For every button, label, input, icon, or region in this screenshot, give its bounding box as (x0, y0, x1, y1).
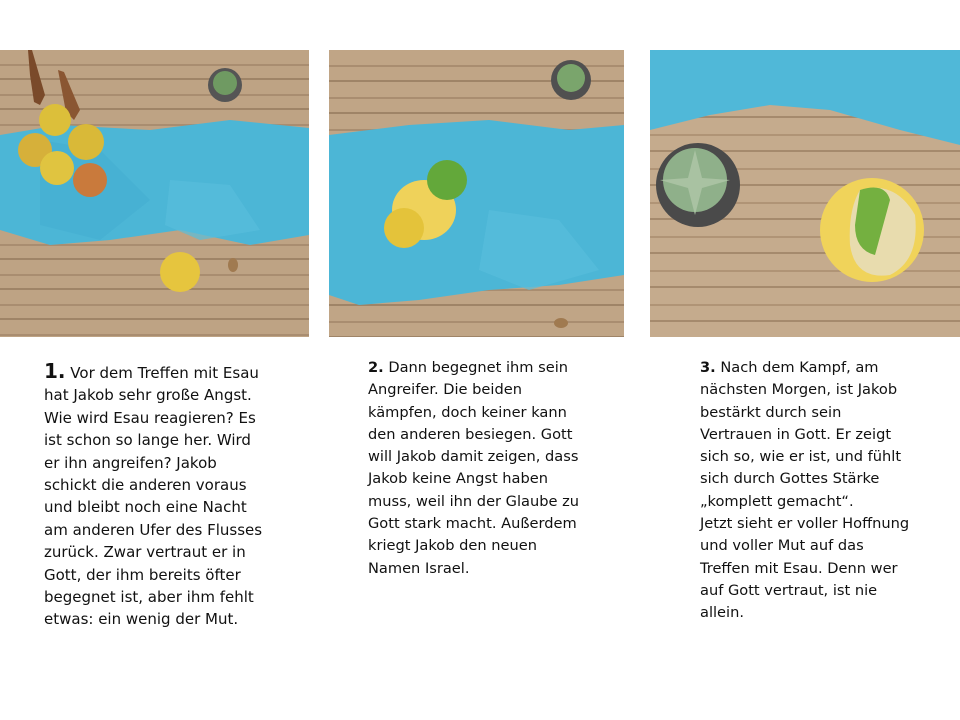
caption-line: Wie wird Esau reagieren? Es (44, 408, 256, 427)
caption-line: Namen Israel. (368, 559, 470, 577)
caption-line: Gott stark macht. Außerdem (368, 515, 577, 533)
caption-line: schickt die anderen voraus (44, 476, 247, 495)
caption-line: ist schon so lange her. Wird (44, 431, 251, 450)
caption-line: Angreifer. Die beiden (368, 381, 522, 399)
step-number: 1. (44, 359, 66, 383)
caption-line: muss, weil ihn der Glaube zu (368, 492, 580, 510)
caption-panel-3 (700, 357, 930, 625)
caption-line: Jetzt sieht er voller Hoffnung (700, 515, 910, 533)
caption-line: will Jakob damit zeigen, dass (368, 448, 579, 466)
caption-line: „komplett gemacht“. (700, 492, 854, 510)
caption-line: nächsten Morgen, ist Jakob (700, 381, 898, 399)
caption-line: 1. Vor dem Treffen mit Esau (44, 359, 259, 383)
caption-line: bestärkt durch sein (700, 403, 842, 421)
caption-line: sich so, wie er ist, und fühlt (700, 448, 902, 466)
caption-line: kriegt Jakob den neuen (368, 537, 537, 555)
caption-line: zurück. Zwar vertraut er in (44, 543, 246, 562)
caption-line: hat Jakob sehr große Angst. (44, 386, 252, 405)
caption-line: er ihn angreifen? Jakob (44, 453, 217, 472)
caption-line: auf Gott vertraut, ist nie (700, 581, 878, 599)
step-number: 3. (700, 359, 716, 376)
caption-line: begegnet ist, aber ihm fehlt (44, 588, 254, 607)
photo-fruits-on-path (0, 50, 309, 337)
caption-line: sich durch Gottes Stärke (700, 470, 880, 488)
caption-line: etwas: ein wenig der Mut. (44, 610, 239, 629)
step-number: 2. (368, 359, 384, 376)
caption-line: den anderen besiegen. Gott (368, 425, 573, 443)
photo-plant-and-apple (650, 50, 960, 337)
caption-line: 3. Nach dem Kampf, am (700, 359, 879, 376)
caption-line: am anderen Ufer des Flusses (44, 520, 263, 539)
caption-line: allein. (700, 604, 744, 622)
caption-line: Gott, der ihm bereits öfter (44, 565, 241, 584)
caption-line: Vertrauen in Gott. Er zeigt (700, 425, 892, 443)
caption-panel-1 (44, 360, 274, 631)
caption-line: kämpfen, doch keiner kann (368, 403, 567, 421)
caption-line: und voller Mut auf das (700, 537, 864, 555)
caption-panel-2 (368, 357, 600, 580)
caption-line: Jakob keine Angst haben (368, 470, 548, 488)
caption-line: und bleibt noch eine Nacht (44, 498, 247, 517)
caption-line: Treffen mit Esau. Denn wer (700, 559, 898, 577)
photo-apples-on-plate (329, 50, 624, 337)
caption-line: 2. Dann begegnet ihm sein (368, 359, 569, 376)
